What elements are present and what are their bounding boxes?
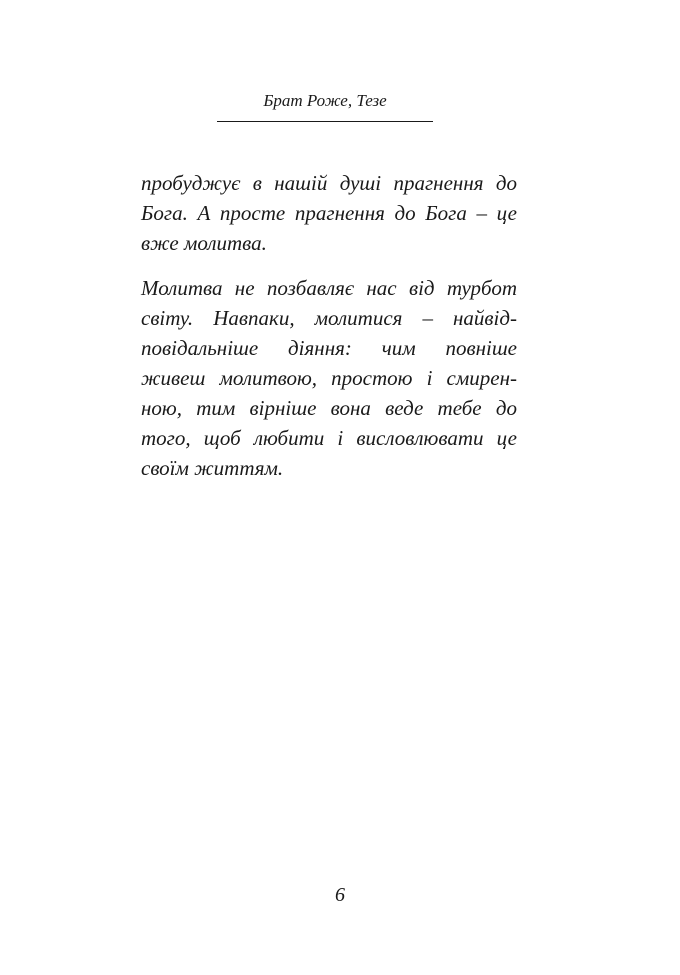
text-line: ною, тим вірніше вона веде тебе до: [141, 396, 517, 420]
text-line: Молитва не позбавляє нас від турбот: [141, 276, 517, 300]
text-line: того, щоб любити і висловлювати це: [141, 426, 517, 450]
running-head-title: Брат Роже, Тезе: [263, 91, 387, 110]
paragraph-2: [141, 273, 517, 483]
page-number: 6: [335, 884, 345, 906]
text-line: світу. Навпаки, молитися – найвід-: [141, 306, 517, 330]
text-line: пробуджує в нашій душі прагнення до: [141, 171, 517, 195]
text-line: Бога. А просте прагнення до Бога – це: [141, 201, 517, 225]
paragraph-1: [141, 168, 517, 258]
text-line: живеш молитвою, простою і смирен-: [141, 366, 517, 390]
text-line: повідальніше діяння: чим повніше: [141, 336, 517, 360]
body-text: [141, 168, 517, 498]
text-line: своїм життям.: [141, 456, 284, 480]
header-rule: [217, 121, 433, 122]
text-line: вже молитва.: [141, 231, 267, 255]
